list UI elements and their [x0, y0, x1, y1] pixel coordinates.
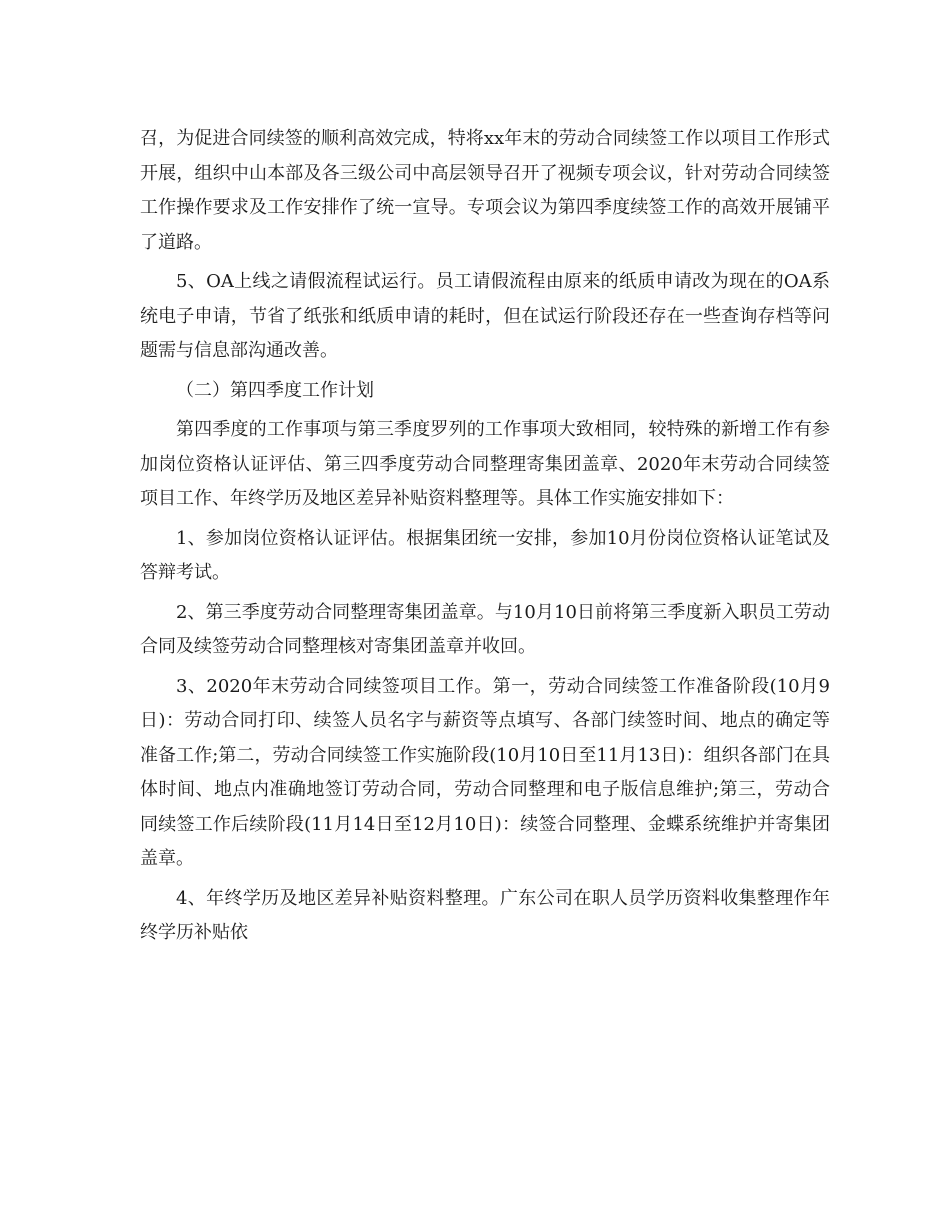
paragraph-item-2: 2、第三季度劳动合同整理寄集团盖章。与10月10日前将第三季度新入职员工劳动合同及续签劳动合同整理核对寄集团盖章并收回。 — [140, 601, 830, 657]
paragraph-item-3: 3、2020年末劳动合同续签项目工作。第一，劳动合同续签工作准备阶段(10月9日)：劳动合同打印、续签人员名字与薪资等点填写、各部门续签时间、地点的确定等准备工作;第二，劳动合同续签工作实施阶段(10月10日至11月13日)：组织各部门在具体时间、地点内准确地签订劳动合同，劳动合同整理和电子版信息维护;第三，劳动合同续签工作后续阶段(11月14日至12月10日)：续签合同整理、金蝶系统维护并寄集团盖章。 — [140, 675, 830, 869]
document-body — [140, 122, 830, 956]
paragraph-item-1: 1、参加岗位资格认证评估。根据集团统一安排，参加10月份岗位资格认证笔试及答辩考试。 — [140, 527, 830, 583]
section-heading: （二）第四季度工作计划 — [176, 379, 374, 401]
paragraph-continuation: 召，为促进合同续签的顺利高效完成，特将xx年末的劳动合同续签工作以项目工作形式开展，组织中山本部及各三级公司中高层领导召开了视频专项会议，针对劳动合同续签工作操作要求及工作安排作了统一宣导。专项会议为第四季度续签工作的高效开展铺平了道路。 — [140, 128, 830, 253]
paragraph-item-4: 4、年终学历及地区差异补贴资料整理。广东公司在职人员学历资料收集整理作年终学历补贴依 — [140, 887, 830, 943]
paragraph-intro: 第四季度的工作事项与第三季度罗列的工作事项大致相同，较特殊的新增工作有参加岗位资格认证评估、第三四季度劳动合同整理寄集团盖章、2020年末劳动合同续签项目工作、年终学历及地区差异补贴资料整理等。具体工作实施安排如下： — [140, 419, 830, 509]
paragraph-item-5: 5、OA上线之请假流程试运行。员工请假流程由原来的纸质申请改为现在的OA系统电子申请，节省了纸张和纸质申请的耗时，但在试运行阶段还存在一些查询存档等问题需与信息部沟通改善。 — [140, 271, 830, 361]
